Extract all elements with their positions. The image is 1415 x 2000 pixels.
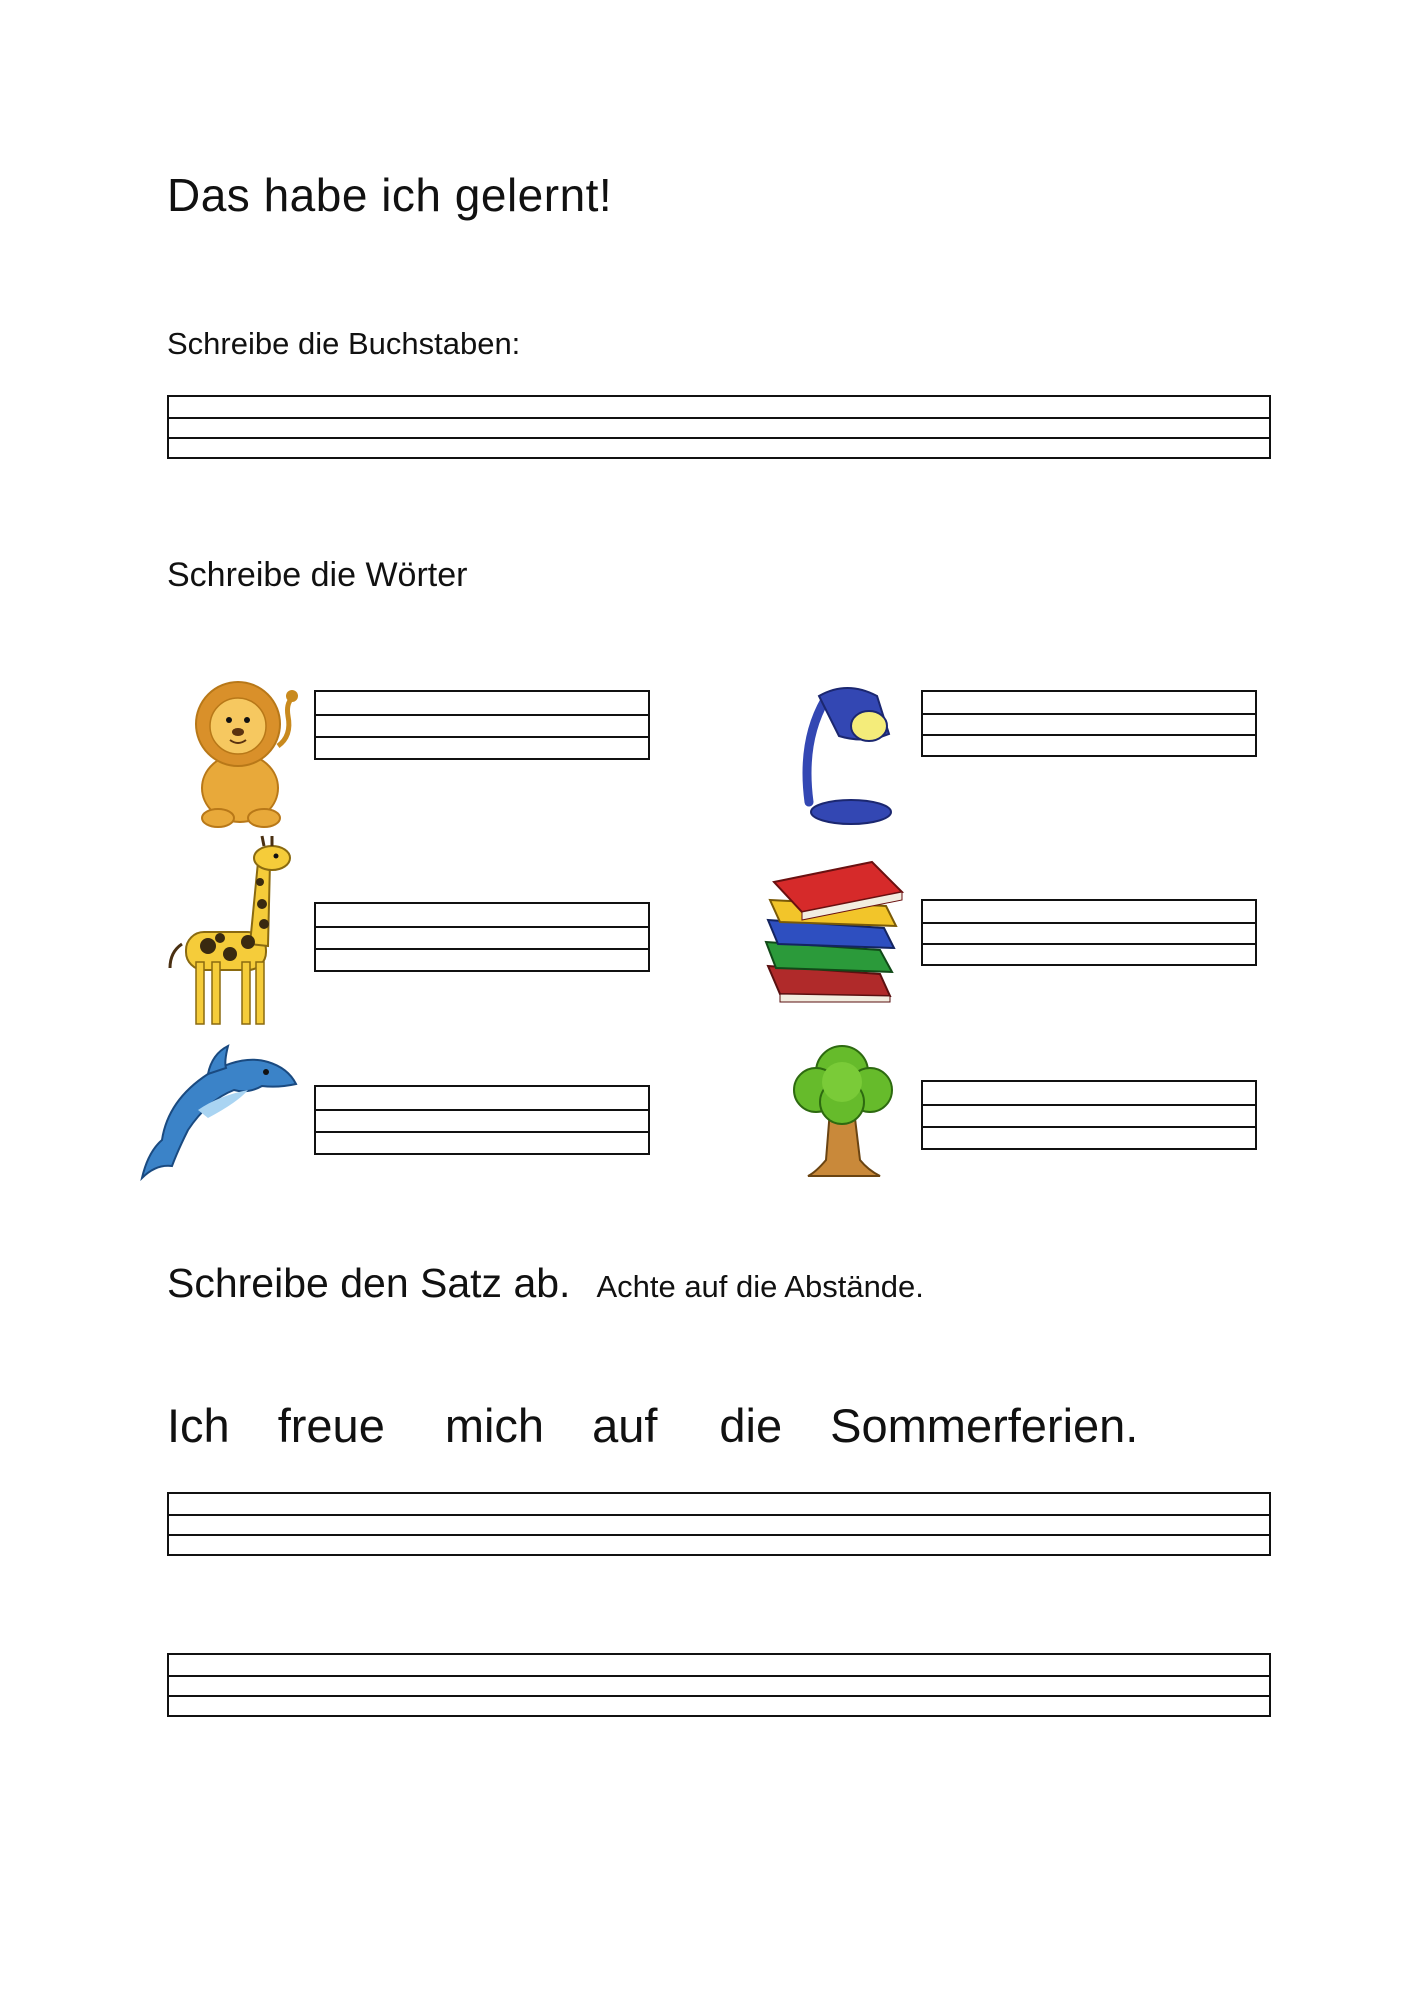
books-writing-lines[interactable] xyxy=(921,899,1257,966)
sentence-writing-lines-2[interactable] xyxy=(167,1653,1271,1717)
sentence-heading: Schreibe den Satz ab. xyxy=(167,1260,571,1306)
tree-icon xyxy=(790,1040,896,1178)
giraffe-icon xyxy=(164,834,294,1028)
lamp-icon xyxy=(795,682,895,828)
tree-writing-lines[interactable] xyxy=(921,1080,1257,1150)
model-sentence xyxy=(167,1398,1138,1453)
sentence-word: Ich xyxy=(167,1399,230,1452)
sentence-note: Achte auf die Abstände. xyxy=(596,1269,924,1304)
sentence-word: freue xyxy=(277,1399,385,1452)
sentence-word: mich xyxy=(444,1399,545,1452)
lion-icon xyxy=(180,676,302,828)
letters-heading: Schreibe die Buchstaben: xyxy=(167,326,521,361)
lamp-writing-lines[interactable] xyxy=(921,690,1257,757)
sentence-writing-lines-1[interactable] xyxy=(167,1492,1271,1556)
dolphin-icon xyxy=(138,1040,298,1182)
giraffe-writing-lines[interactable] xyxy=(314,902,650,972)
words-heading: Schreibe die Wörter xyxy=(167,556,468,594)
letters-writing-lines[interactable] xyxy=(167,395,1271,459)
sentence-word: auf xyxy=(592,1399,658,1452)
page-title: Das habe ich gelernt! xyxy=(167,169,613,221)
dolphin-writing-lines[interactable] xyxy=(314,1085,650,1155)
sentence-word: Sommerferien. xyxy=(830,1399,1139,1452)
books-icon xyxy=(762,856,908,1006)
sentence-heading-row xyxy=(167,1260,924,1307)
sentence-word: die xyxy=(719,1399,783,1452)
lion-writing-lines[interactable] xyxy=(314,690,650,760)
